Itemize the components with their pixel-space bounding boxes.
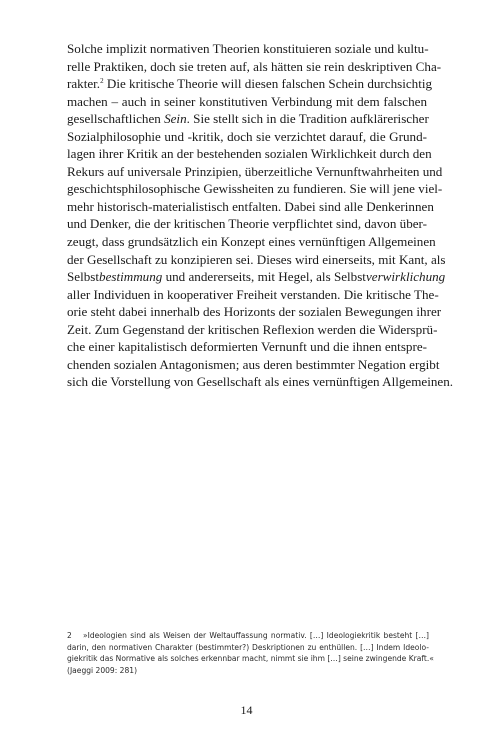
footnote-line: giekritik das Normative als solches erkennbar macht, nimmt sie ihm […] seine zwingende Kraft.« — [67, 654, 434, 664]
text-line: aller Individuen in kooperativer Freiheit verstanden. Die kritische The- — [67, 286, 439, 302]
text-line: Rekurs auf universale Prinzipien, überzeitliche Vernunftwahrheiten und — [67, 163, 443, 179]
text-fragment: . Sie stellt sich in die Tradition aufklärerischer — [186, 111, 429, 127]
text-line: Sozialphilosophie und -kritik, doch sie verzichtet darauf, die Grund- — [67, 128, 427, 144]
text-line — [67, 75, 433, 93]
text-line: Solche implizit normativen Theorien konstituieren soziale und kultu- — [67, 41, 429, 56]
emphasis-text: bestimmung — [99, 269, 163, 285]
footnote-line: darin, den normativen Charakter (bestimmter?) Deskriptionen zu enthüllen. […] Indem Ideolo- — [67, 642, 429, 652]
footnote-line — [67, 630, 429, 642]
footnote-reference[interactable]: 2 — [100, 77, 104, 86]
text-line: geschichtsphilosophische Gewissheiten zu fundieren. Sie will jene viel- — [67, 181, 443, 197]
emphasis-text: Sein — [164, 111, 187, 127]
text-line: der Gesellschaft zu konzipieren sei. Dieses wird einerseits, mit Kant, als — [67, 251, 446, 267]
text-line: machen – auch in seiner konstitutiven Verbindung mit dem falschen — [67, 93, 427, 109]
emphasis-text: verwirklichung — [365, 269, 446, 285]
text-line: relle Praktiken, doch sie treten auf, als hätten sie rein deskriptiven Cha- — [67, 58, 442, 74]
text-line: che einer kapitalistisch deformierten Vernunft und die ihnen entspre- — [67, 339, 427, 355]
text-fragment: rakter. — [67, 76, 101, 92]
main-paragraph — [67, 40, 454, 391]
footnote — [67, 630, 434, 676]
text-line — [67, 268, 446, 286]
text-line: orie steht dabei innerhalb des Horizonts der sozialen Bewegungen ihrer — [67, 304, 442, 320]
footnote-line: (Jaeggi 2009: 281) — [67, 665, 138, 675]
text-line: sich die Vorstellung von Gesellschaft als eines vernünftigen Allgemeinen. — [67, 374, 454, 390]
text-line — [67, 110, 427, 128]
text-fragment: gesellschaftlichen — [67, 111, 165, 127]
text-line: mehr historisch-materialistisch entfalten. Dabei sind alle Denkerinnen — [67, 198, 434, 214]
text-fragment: Selbst — [67, 269, 100, 285]
text-line: und Denker, die der kritischen Theorie verpflichtet sind, davon über- — [67, 216, 428, 232]
text-line: zeugt, dass grundsätzlich ein Konzept eines vernünftigen Allgemeinen — [67, 234, 436, 250]
text-line: lagen ihrer Kritik an der bestehenden sozialen Wirklichkeit durch den — [67, 146, 432, 162]
text-fragment: und andererseits, mit Hegel, als Selbst — [162, 269, 366, 285]
text-fragment: Die kritische Theorie will diesen falschen Schein durchsichtig — [103, 76, 433, 92]
footnote-text: »Ideologien sind als Weisen der Weltauffassung normativ. […] Ideologiekritik besteht […] — [83, 631, 429, 640]
page-number: 14 — [240, 703, 253, 717]
text-line: Zeit. Zum Gegenstand der kritischen Reflexion werden die Widersprü- — [67, 321, 438, 337]
text-line: chenden sozialen Antagonismen; aus deren bestimmter Negation ergibt — [67, 356, 440, 372]
footnote-number: 2 — [67, 631, 72, 640]
